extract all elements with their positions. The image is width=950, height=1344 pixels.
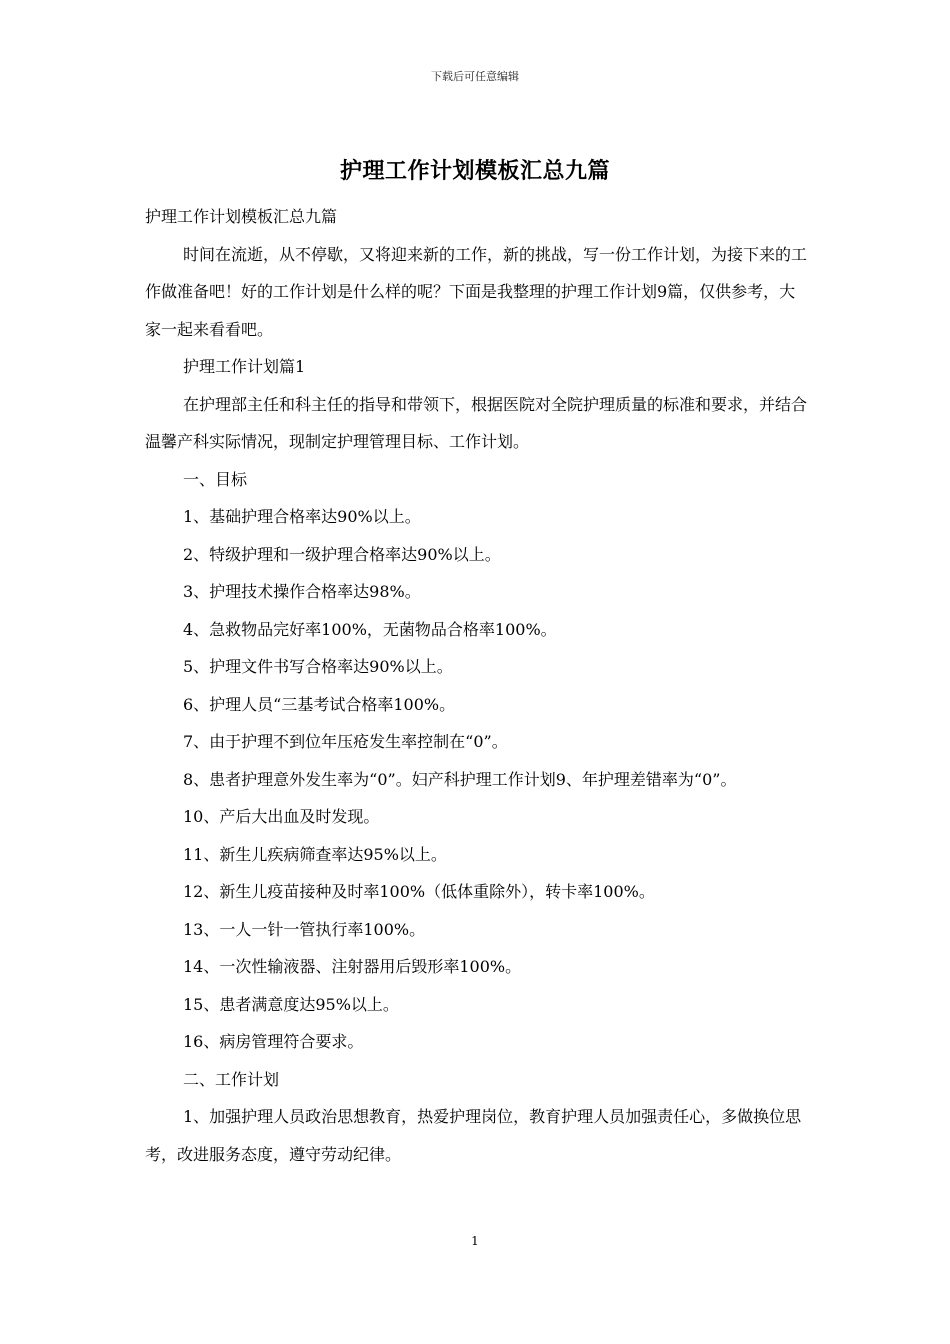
body-paragraph: 10、产后大出血及时发现。 <box>183 807 380 826</box>
body-paragraph: 1、基础护理合格率达90%以上。 <box>183 507 421 526</box>
page-number: 1 <box>471 1234 479 1248</box>
body-paragraph: 二、工作计划 <box>183 1069 280 1089</box>
body-paragraph: 5、护理文件书写合格率达90%以上。 <box>183 657 453 676</box>
body-paragraph: 护理工作计划篇1 <box>183 357 306 376</box>
body-paragraph: 1、加强护理人员政治思想教育，热爱护理岗位，教育护理人员加强责任心，多做换位思考，改进服务态度，遵守劳动纪律。 <box>145 1107 802 1164</box>
body-paragraph: 7、由于护理不到位年压疮发生率控制在“0”。 <box>183 732 508 751</box>
body-paragraph: 14、一次性输液器、注射器用后毁形率100%。 <box>183 957 522 976</box>
document-body <box>145 198 810 1173</box>
body-paragraph: 13、一人一针一管执行率100%。 <box>183 919 426 939</box>
body-paragraph: 一、目标 <box>183 469 248 489</box>
body-paragraph: 3、护理技术操作合格率达98%。 <box>183 582 421 601</box>
body-paragraph: 2、特级护理和一级护理合格率达90%以上。 <box>183 544 501 564</box>
body-paragraph: 6、护理人员“三基考试合格率100%。 <box>183 694 456 714</box>
document-title: 护理工作计划模板汇总九篇 <box>339 158 610 184</box>
body-paragraph: 8、患者护理意外发生率为“0”。妇产科护理工作计划9、年护理差错率为“0”。 <box>183 769 737 789</box>
body-paragraph: 12、新生儿疫苗接种及时率100%（低体重除外），转卡率100%。 <box>183 882 655 901</box>
body-paragraph: 4、急救物品完好率100%，无菌物品合格率100%。 <box>183 619 557 639</box>
body-paragraph: 时间在流逝，从不停歇，又将迎来新的工作，新的挑战，写一份工作计划，为接下来的工作做准备吧！好的工作计划是什么样的呢？下面是我整理的护理工作计划9篇，仅供参考，大家一起来看看吧。 <box>145 244 808 339</box>
body-paragraph: 护理工作计划模板汇总九篇 <box>145 207 338 226</box>
body-paragraph: 在护理部主任和科主任的指导和带领下，根据医院对全院护理质量的标准和要求，并结合温馨产科实际情况，现制定护理管理目标、工作计划。 <box>145 394 808 451</box>
body-paragraph: 11、新生儿疾病筛查率达95%以上。 <box>183 844 447 864</box>
body-paragraph: 15、患者满意度达95%以上。 <box>183 994 399 1014</box>
page-header-note: 下载后可任意编辑 <box>431 70 519 83</box>
body-paragraph: 16、病房管理符合要求。 <box>183 1032 364 1051</box>
